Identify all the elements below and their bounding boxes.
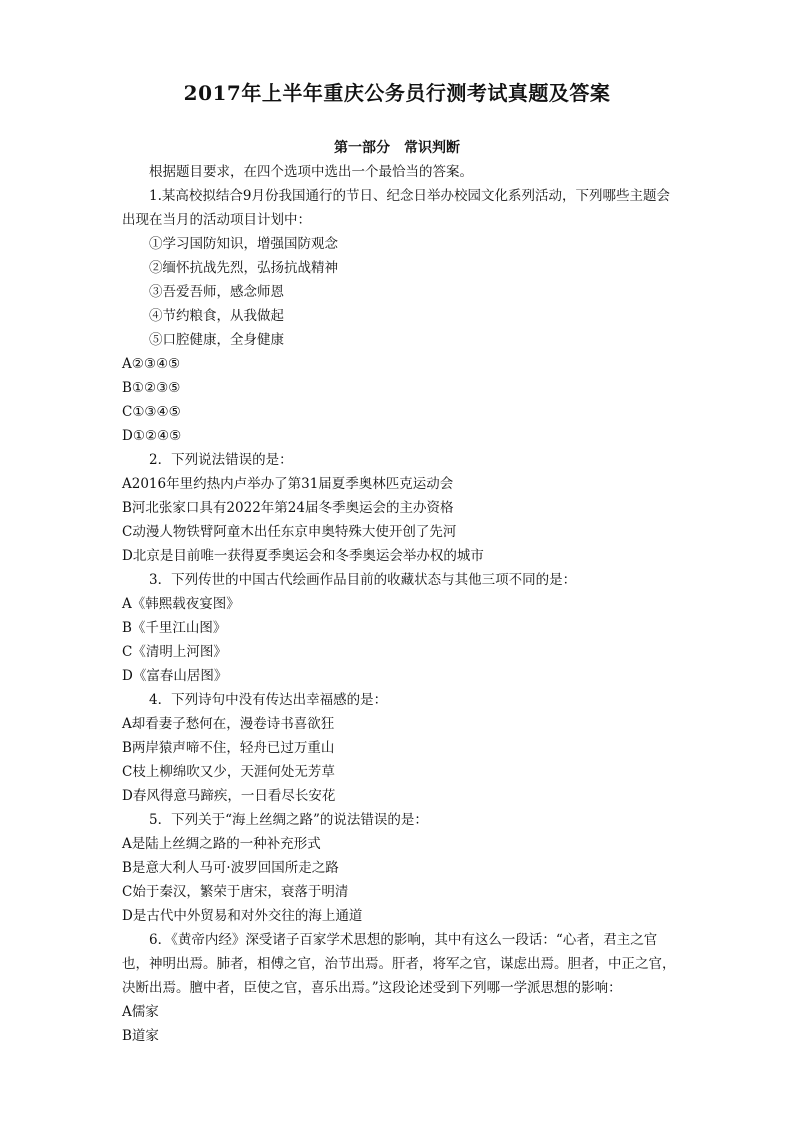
answer-option: A2016年里约热内卢举办了第31届夏季奥林匹克运动会	[122, 476, 454, 492]
answer-option: B两岸猿声啼不住，轻舟已过万重山	[122, 740, 335, 756]
answer-option: C《清明上河图》	[122, 644, 227, 660]
answer-option: A儒家	[122, 1004, 159, 1020]
list-item: ①学习国防知识，增强国防观念	[149, 236, 338, 252]
question-stem: 5．下列关于“海上丝绸之路”的说法错误的是：	[149, 812, 428, 828]
answer-option: D是古代中外贸易和对外交往的海上通道	[122, 908, 363, 924]
answer-option: B道家	[122, 1028, 159, 1044]
question-stem: 4．下列诗句中没有传达出幸福感的是：	[149, 692, 388, 708]
document-body	[122, 160, 682, 1048]
question-stem: 3．下列传世的中国古代绘画作品目前的收藏状态与其他三项不同的是：	[149, 572, 577, 588]
answer-option: A《韩熙载夜宴图》	[122, 596, 240, 612]
answer-option: A却看妻子愁何在，漫卷诗书喜欲狂	[122, 716, 335, 732]
answer-option: D北京是目前唯一获得夏季奥运会和冬季奥运会举办权的城市	[122, 548, 484, 564]
answer-option: C枝上柳绵吹又少，天涯何处无芳草	[122, 764, 335, 780]
answer-option: B①②③⑤	[122, 380, 181, 396]
answer-option: B河北张家口具有2022年第24届冬季奥运会的主办资格	[122, 500, 454, 516]
answer-option: D《富春山居图》	[122, 668, 228, 684]
answer-option: C动漫人物铁臂阿童木出任东京申奥特殊大使开创了先河	[122, 524, 457, 540]
answer-option: A②③④⑤	[122, 356, 181, 372]
page-title: 2017年上半年重庆公务员行测考试真题及答案	[183, 81, 611, 105]
answer-option: B是意大利人马可·波罗回国所走之路	[122, 860, 339, 876]
section-heading: 第一部分 常识判断	[334, 140, 460, 156]
answer-option: D①②④⑤	[122, 428, 182, 444]
list-item: ④节约粮食，从我做起	[149, 308, 284, 324]
list-item: ③吾爱吾师，感念师恩	[149, 284, 284, 300]
answer-option: C①③④⑤	[122, 404, 181, 420]
answer-option: A是陆上丝绸之路的一种补充形式	[122, 836, 321, 852]
question-stem: 2．下列说法错误的是：	[149, 452, 293, 468]
answer-option: D春风得意马蹄疾，一日看尽长安花	[122, 788, 336, 804]
question-stem: 6．《黄帝内经》深受诸子百家学术思想的影响，其中有这么一段话：“心者，君主之官也，神明出焉。肺者，相傅之官，治节出焉。肝者，将军之官，谋虑出焉。胆者，中正之官，决断出焉。膻中者，臣使之官，喜乐出焉。”这段论述受到下列哪一学派思想的影响：	[122, 932, 676, 996]
instructions-text: 根据题目要求，在四个选项中选出一个最恰当的答案。	[149, 164, 473, 180]
list-item: ②缅怀抗战先烈，弘扬抗战精神	[149, 260, 338, 276]
question-stem: 1.某高校拟结合9月份我国通行的节日、纪念日举办校园文化系列活动，下列哪些主题会出现在当月的活动项目计划中：	[122, 188, 670, 228]
answer-option: B《千里江山图》	[122, 620, 227, 636]
answer-option: C始于秦汉，繁荣于唐宋，衰落于明清	[122, 884, 349, 900]
list-item: ⑤口腔健康，全身健康	[149, 332, 284, 348]
